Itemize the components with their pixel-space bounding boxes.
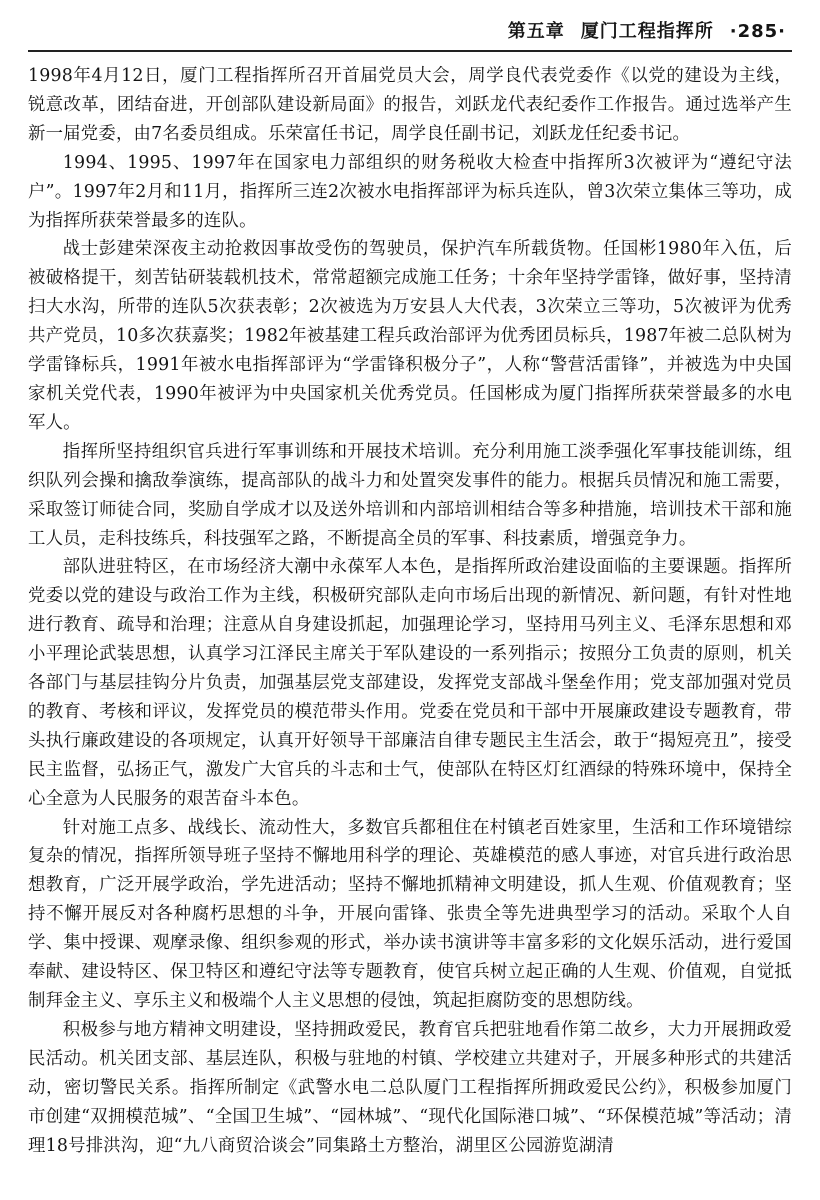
- paragraph: 战士彭建荣深夜主动抢救因事故受伤的驾驶员，保护汽车所载货物。任国彬1980年入伍，后被破格提干，刻苦钻研装载机技术，常常超额完成施工任务；十余年坚持学雷锋，做好事，坚持清扫大水沟，所带的连队5次获表彰；2次被选为万安县人大代表，3次荣立三等功，5次被评为优秀共产党员，10多次获嘉奖；1982年被基建工程兵政治部评为优秀团员标兵，1987年被二总队树为学雷锋标兵，1991年被水电指挥部评为“学雷锋积极分子”，人称“警营活雷锋”，并被选为中央国家机关党代表，1990年被评为中央国家机关优秀党员。任国彬成为厦门指挥所获荣誉最多的水电军人。: [28, 239, 792, 433]
- paragraph: 指挥所坚持组织官兵进行军事训练和开展技术培训。充分利用施工淡季强化军事技能训练，组织队列会操和擒敌拳演练，提高部队的战斗力和处置突发事件的能力。根据兵员情况和施工需要，采取签订师徒合同，奖励自学成才以及送外培训和内部培训相结合等多种措施，培训技术干部和施工人员，走科技练兵，科技强军之路，不断提高全员的军事、科技素质，增强竞争力。: [28, 441, 792, 549]
- body-text: [28, 62, 792, 1160]
- chapter-title: 厦门工程指挥所: [580, 21, 714, 42]
- paragraph: 针对施工点多、战线长、流动性大，多数官兵都租住在村镇老百姓家里，生活和工作环境错综复杂的情况，指挥所领导班子坚持不懈地用科学的理论、英雄模范的感人事迹，对官兵进行政治思想教育，广泛开展学政治，学先进活动；坚持不懈地抓精神文明建设，抓人生观、价值观教育；坚持不懈开展反对各种腐朽思想的斗争，开展向雷锋、张贵全等先进典型学习的活动。采取个人自学、集中授课、观摩录像、组织参观的形式，举办读书演讲等丰富多彩的文化娱乐活动，进行爱国奉献、建设特区、保卫特区和遵纪守法等专题教育，使官兵树立起正确的人生观、价值观，自觉抵制拜金主义、享乐主义和极端个人主义思想的侵蚀，筑起拒腐防变的思想防线。: [28, 817, 792, 1011]
- paragraph: 1998年4月12日，厦门工程指挥所召开首届党员大会，周学良代表党委作《以党的建设为主线，锐意改革，团结奋进，开创部队建设新局面》的报告，刘跃龙代表纪委作工作报告。通过选举产生新一届党委，由7名委员组成。乐荣富任书记，周学良任副书记，刘跃龙任纪委书记。: [28, 66, 792, 144]
- header-rule: [28, 50, 792, 52]
- paragraph: 部队进驻特区，在市场经济大潮中永葆军人本色，是指挥所政治建设面临的主要课题。指挥所党委以党的建设与政治工作为主线，积极研究部队走向市场后出现的新情况、新问题，有针对性地进行教育、疏导和治理；注意从自身建设抓起，加强理论学习，坚持用马列主义、毛泽东思想和邓小平理论武装思想，认真学习江泽民主席关于军队建设的一系列指示；按照分工负责的原则，机关各部门与基层挂钩分片负责，加强基层党支部建设，发挥党支部战斗堡垒作用；党支部加强对党员的教育、考核和评议，发挥党员的模范带头作用。党委在党员和干部中开展廉政建设专题教育，带头执行廉政建设的各项规定，认真开好领导干部廉洁自律专题民主生活会，敢于“揭短亮丑”，接受民主监督，弘扬正气，激发广大官兵的斗志和士气，使部队在特区灯红酒绿的特殊环境中，保持全心全意为人民服务的艰苦奋斗本色。: [28, 557, 792, 809]
- running-header: [0, 0, 820, 52]
- paragraph: 积极参与地方精神文明建设，坚持拥政爱民，教育官兵把驻地看作第二故乡，大力开展拥政爱民活动。机关团支部、基层连队，积极与驻地的村镇、学校建立共建对子，开展多种形式的共建活动，密切警民关系。指挥所制定《武警水电二总队厦门工程指挥所拥政爱民公约》，积极参加厦门市创建“双拥模范城”、“全国卫生城”、“园林城”、“现代化国际港口城”、“环保模范城”等活动；清理18号排洪沟，迎“九八商贸洽谈会”同集路土方整治，湖里区公园游览湖清: [28, 1019, 792, 1156]
- chapter-label: 第五章: [507, 21, 565, 42]
- paragraph: 1994、1995、1997年在国家电力部组织的财务税收大检查中指挥所3次被评为“遵纪守法户”。1997年2月和11月，指挥所三连2次被水电指挥部评为标兵连队，曾3次荣立集体三等功，成为指挥所获荣誉最多的连队。: [28, 152, 792, 231]
- header-text: [492, 17, 786, 43]
- page-number: ·285·: [729, 21, 786, 42]
